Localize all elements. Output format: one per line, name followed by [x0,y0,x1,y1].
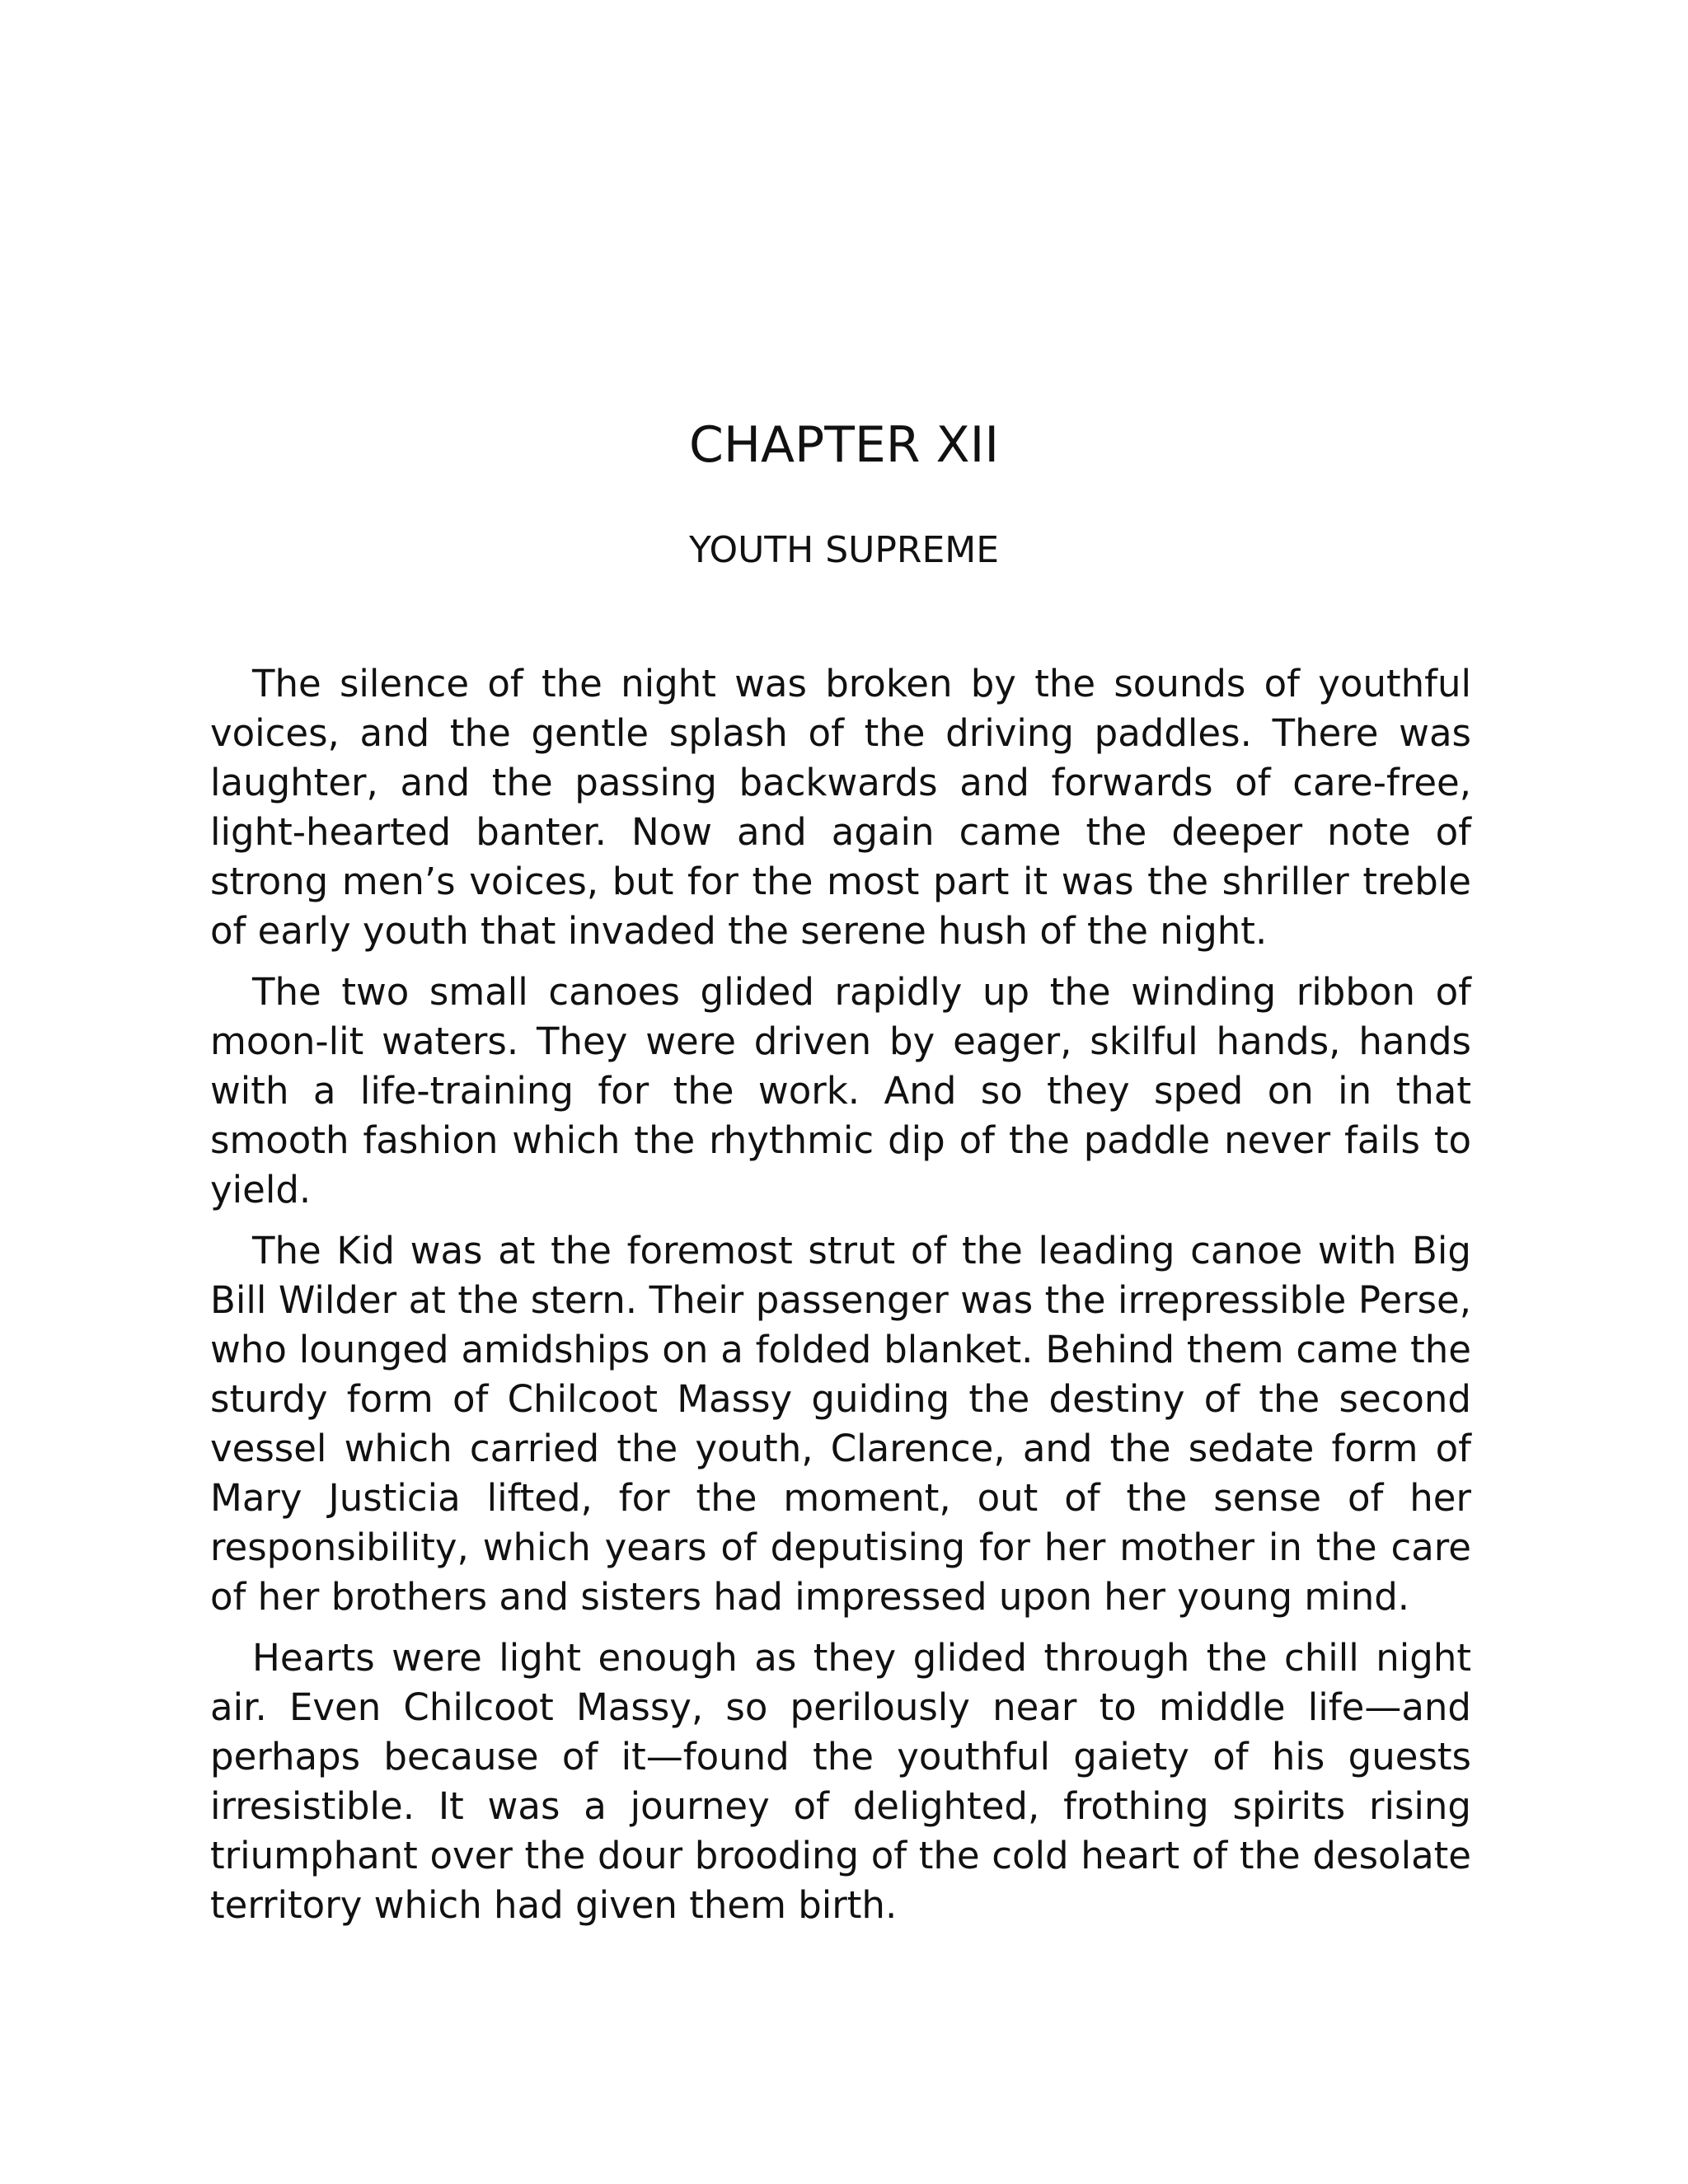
chapter-title: CHAPTER XII [688,416,1000,474]
paragraph: Hearts were light enough as they glided through the chill night air. Even Chilcoot Massy, so perilously near to middle life—and perhaps because of it—found the youthful gaiety of his guests irresistible. It was a journey of delighted, frothing spirits rising triumphant over the dour brooding of the cold heart of the desolate territory which had given them birth. [210,1636,1471,1927]
paragraph: The Kid was at the foremost strut of the leading canoe with Big Bill Wilder at the stern. Their passenger was the irrepressible Perse, who lounged amidships on a folded blanket. Behind them came the sturdy form of Chilcoot Massy guiding the destiny of the second vessel which carried the youth, Clarence, and the sedate form of Mary Justicia lifted, for the moment, out of the sense of her responsibility, which years of deputising for her mother in the care of her brothers and sisters had impressed upon her young mind. [210,1229,1471,1619]
chapter-body [210,659,1471,1942]
chapter-subtitle: YOUTH SUPREME [688,529,1000,571]
paragraph: The silence of the night was broken by the sounds of youthful voices, and the gentle splash of the driving paddles. There was laughter, and the passing backwards and forwards of care-free, light-hearted banter. Now and again came the deeper note of strong men’s voices, but for the most part it was the shriller treble of early youth that invaded the serene hush of the night. [210,662,1471,953]
paragraph: The two small canoes glided rapidly up the winding ribbon of moon-lit waters. They were driven by eager, skilful hands, hands with a life-training for the work. And so they sped on in that smooth fashion which the rhythmic dip of the paddle never fails to yield. [210,970,1471,1212]
